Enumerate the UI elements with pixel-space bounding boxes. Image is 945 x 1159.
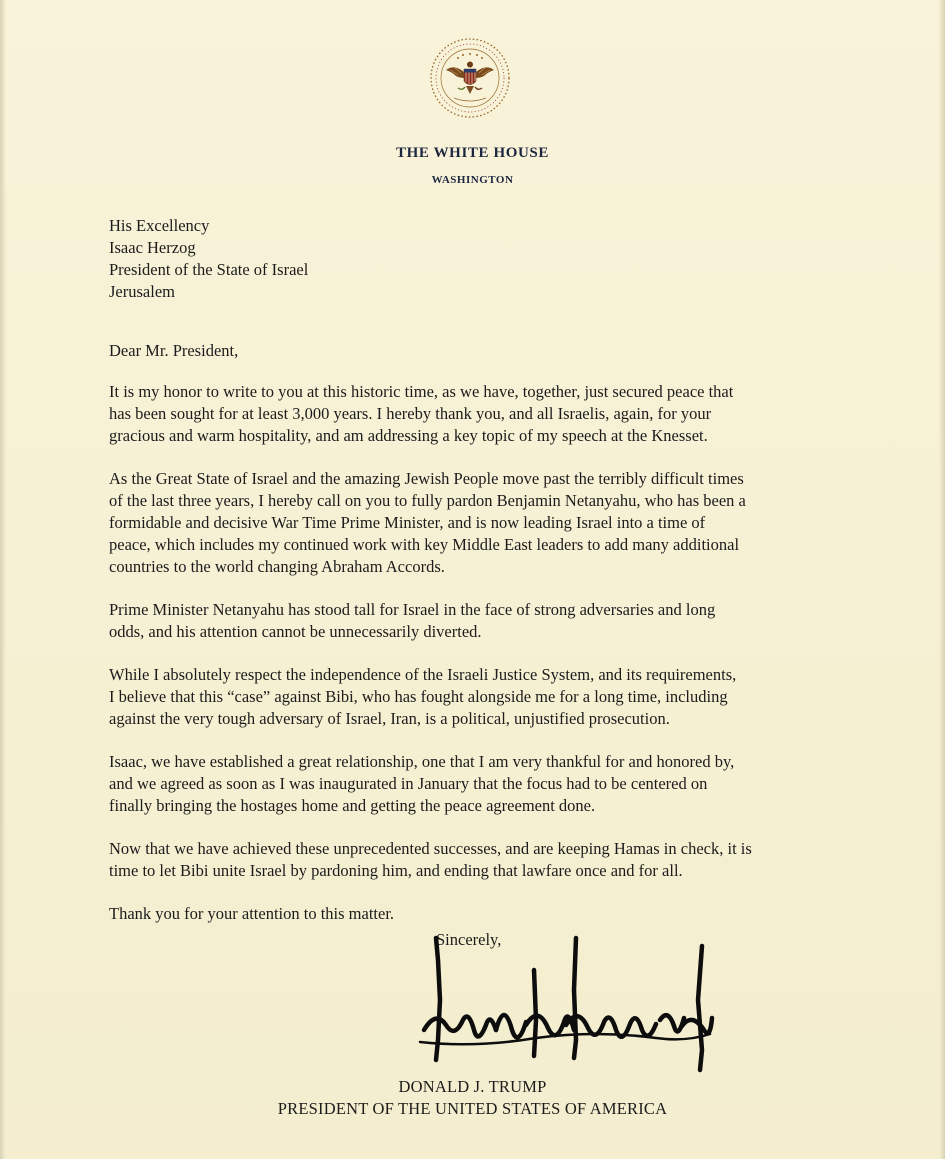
address-line: His Excellency <box>109 216 210 235</box>
signer-name: DONALD J. TRUMP <box>398 1077 547 1096</box>
paragraph <box>109 381 829 447</box>
text-line: of the last three years, I hereby call on you to fully pardon Benjamin Netanyahu, who has been a <box>109 491 746 510</box>
text-line: peace, which includes my continued work with key Middle East leaders to add many additional <box>109 535 740 554</box>
text-line: Isaac, we have established a great relationship, one that I am very thankful for and honored by, <box>109 752 735 771</box>
text-line: Thank you for your attention to this matter. <box>109 904 395 923</box>
text-line: countries to the world changing Abraham Accords. <box>109 557 445 576</box>
text-line: gracious and warm hospitality, and am addressing a key topic of my speech at the Knesset. <box>109 426 708 445</box>
handwritten-signature-icon <box>416 930 716 1080</box>
address-line: Isaac Herzog <box>109 238 196 257</box>
text-line: finally bringing the hostages home and getting the peace agreement done. <box>109 796 596 815</box>
paragraph <box>109 903 829 925</box>
text-line: odds, and his attention cannot be unnecessarily diverted. <box>109 622 482 641</box>
paragraph <box>109 599 829 643</box>
address-line: President of the State of Israel <box>109 260 309 279</box>
paragraph <box>109 664 829 730</box>
text-line: has been sought for at least 3,000 years. I hereby thank you, and all Israelis, again, for your <box>109 404 712 423</box>
text-line: As the Great State of Israel and the amazing Jewish People move past the terribly difficult times <box>109 469 744 488</box>
text-line: against the very tough adversary of Israel, Iran, is a political, unjustified prosecution. <box>109 709 670 728</box>
text-line: formidable and decisive War Time Prime Minister, and is now leading Israel into a time of <box>109 513 706 532</box>
letterhead-subtitle: WASHINGTON <box>431 174 514 186</box>
recipient-address <box>109 215 308 303</box>
presidential-seal-icon <box>428 36 512 120</box>
text-line: I believe that this “case” against Bibi, who has fought alongside me for a long time, including <box>109 687 728 706</box>
closing: Sincerely, <box>436 930 502 949</box>
letterhead-title: THE WHITE HOUSE <box>396 145 549 161</box>
text-line: time to let Bibi unite Israel by pardoning him, and ending that lawfare once and for all. <box>109 861 683 880</box>
paragraph <box>109 468 829 578</box>
address-line: Jerusalem <box>109 282 175 301</box>
salutation: Dear Mr. President, <box>109 341 239 360</box>
letter-body <box>109 340 829 946</box>
signer-title: PRESIDENT OF THE UNITED STATES OF AMERICA <box>277 1099 668 1118</box>
text-line: and we agreed as soon as I was inaugurated in January that the focus had to be centered on <box>109 774 708 793</box>
paragraph <box>109 838 829 882</box>
paragraph <box>109 751 829 817</box>
text-line: Prime Minister Netanyahu has stood tall for Israel in the face of strong adversaries and long <box>109 600 716 619</box>
text-line: It is my honor to write to you at this historic time, as we have, together, just secured peace that <box>109 382 734 401</box>
text-line: While I absolutely respect the independence of the Israeli Justice System, and its requirements, <box>109 665 737 684</box>
text-line: Now that we have achieved these unprecedented successes, and are keeping Hamas in check, it is <box>109 839 752 858</box>
